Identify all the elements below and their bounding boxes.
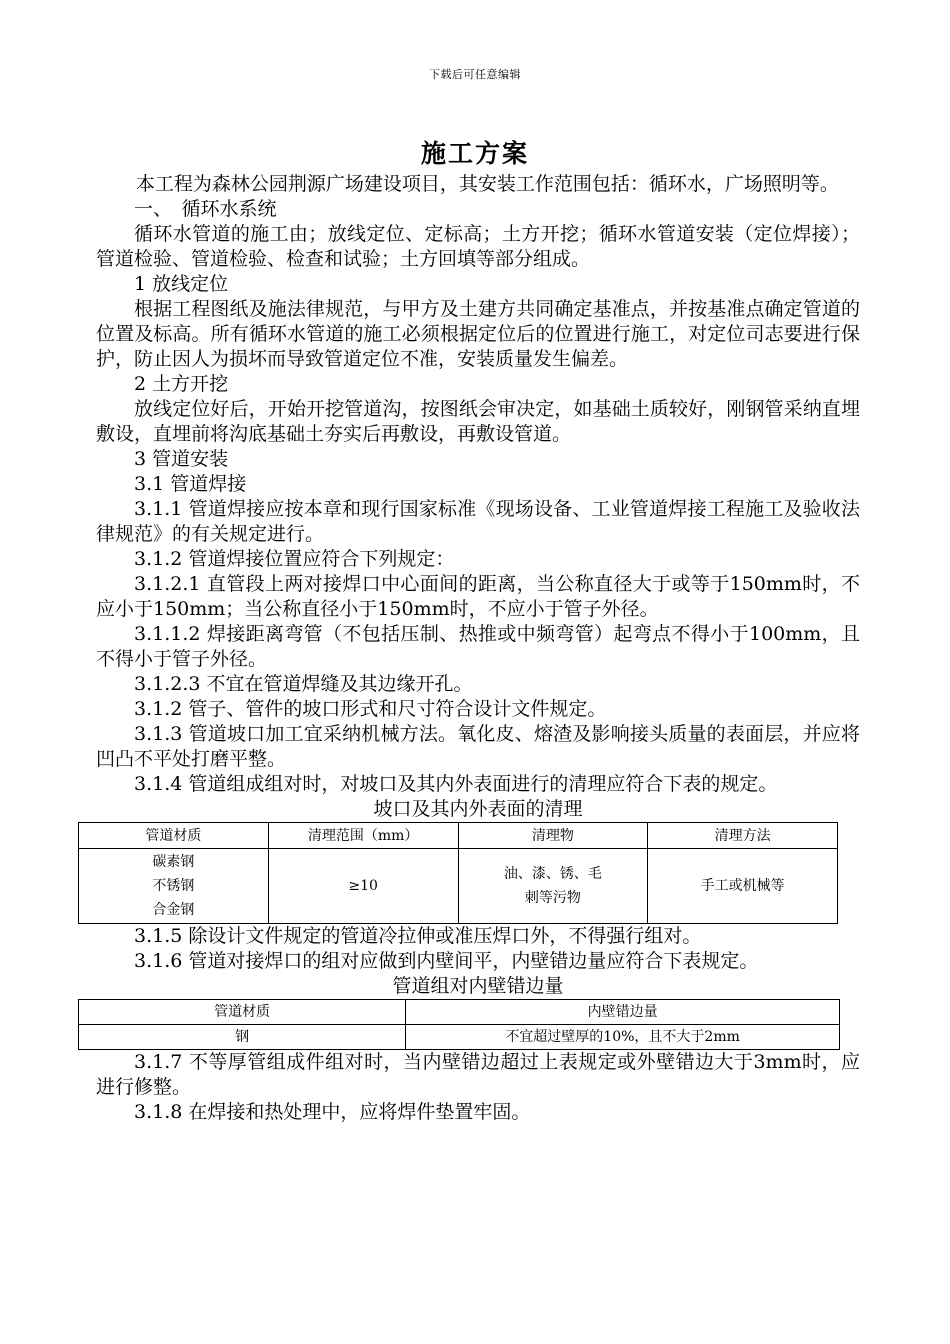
section-heading-1: 一、 循环水系统	[134, 198, 277, 220]
paragraph: 循环水管道的施工由；放线定位、定标高；土方开挖；循环水管道安装（定位焊接）；管道检验、管道检验、检查和试验；土方回填等部分组成。	[96, 223, 860, 270]
table-header-cell: 清理物	[458, 823, 648, 849]
subsection-heading: 1 放线定位	[134, 273, 229, 295]
objects-line: 油、漆、锈、毛	[503, 866, 602, 882]
table-row	[79, 1025, 840, 1050]
paragraph: 3.1.7 不等厚管组成件组对时，当内壁错边超过上表规定或外壁错边大于3mm时，应进行修整。	[96, 1051, 860, 1098]
paragraph: 3.1.2.3 不宜在管道焊缝及其边缘开孔。	[134, 673, 473, 695]
table-header-cell: 内壁错边量	[406, 1000, 840, 1025]
subsection-heading: 3.1 管道焊接	[134, 473, 247, 495]
method-cell: 手工或机械等	[648, 849, 838, 924]
paragraph: 放线定位好后，开始开挖管道沟，按图纸会审决定，如基础土质较好，刚钢管采纳直埋敷设，直埋前将沟底基础土夯实后再敷设，再敷设管道。	[96, 398, 860, 445]
header-note: 下载后可任意编辑	[429, 68, 521, 81]
paragraph: 3.1.4 管道组成组对时，对坡口及其内外表面进行的清理应符合下表的规定。	[134, 773, 778, 795]
paragraph: 3.1.2 管道焊接位置应符合下列规定：	[134, 548, 455, 570]
objects-line: 刺等污物	[524, 890, 581, 906]
table-header-row	[79, 1000, 840, 1025]
paragraph: 3.1.6 管道对接焊口的组对应做到内壁间平，内壁错边量应符合下表规定。	[134, 950, 759, 972]
paragraph: 3.1.3 管道坡口加工宜采纳机械方法。氧化皮、熔渣及影响接头质量的表面层，并应将凹凸不平处打磨平整。	[96, 723, 860, 770]
paragraph: 3.1.8 在焊接和热处理中，应将焊件垫置牢固。	[134, 1101, 531, 1123]
subsection-heading: 3 管道安装	[134, 448, 229, 470]
table-header-cell: 清理范围（mm）	[268, 823, 458, 849]
paragraph: 3.1.5 除设计文件规定的管道冷拉伸或准压焊口外，不得强行组对。	[134, 925, 702, 947]
material-item: 碳素钢	[152, 854, 195, 870]
material-item: 合金钢	[152, 902, 195, 918]
table-caption: 管道组对内壁错边量	[392, 975, 564, 997]
material-item: 不锈钢	[152, 878, 195, 894]
page-title: 施工方案	[420, 139, 529, 168]
paragraph: 3.1.2.1 直管段上两对接焊口中心面间的距离，当公称直径大于或等于150mm时，不应小于150mm；当公称直径小于150mm时，不应小于管子外径。	[96, 573, 860, 620]
objects-cell	[458, 849, 648, 924]
cleaning-table	[78, 822, 838, 924]
paragraph: 3.1.1 管道焊接应按本章和现行国家标准《现场设备、工业管道焊接工程施工及验收法律规范》的有关规定进行。	[96, 498, 860, 545]
table-caption: 坡口及其内外表面的清理	[373, 798, 583, 820]
document-body	[96, 172, 860, 1125]
table-header-row	[79, 823, 838, 849]
paragraph-intro: 本工程为森林公园荆源广场建设项目，其安装工作范围包括：循环水，广场照明等。	[135, 173, 839, 195]
misalignment-table	[78, 999, 840, 1050]
paragraph: 3.1.1.2 焊接距离弯管（不包括压制、热推或中频弯管）起弯点不得小于100mm，且不得小于管子外径。	[96, 623, 860, 670]
subsection-heading: 2 土方开挖	[134, 373, 229, 395]
paragraph: 根据工程图纸及施法律规范，与甲方及土建方共同确定基准点，并按基准点确定管道的位置及标高。所有循环水管道的施工必须根据定位后的位置进行施工，对定位司志要进行保护，防止因人为损坏而导致管道定位不准，安装质量发生偏差。	[96, 298, 860, 370]
table-header-cell: 清理方法	[648, 823, 838, 849]
table-header-cell: 管道材质	[79, 1000, 406, 1025]
table-row	[79, 849, 838, 924]
paragraph: 3.1.2 管子、管件的坡口形式和尺寸符合设计文件规定。	[134, 698, 607, 720]
material-cell	[79, 849, 269, 924]
table-header-cell: 管道材质	[79, 823, 269, 849]
table-cell: 不宜超过壁厚的10%，且不大于2mm	[406, 1025, 840, 1050]
range-cell: ≥10	[268, 849, 458, 924]
table-cell: 钢	[79, 1025, 406, 1050]
